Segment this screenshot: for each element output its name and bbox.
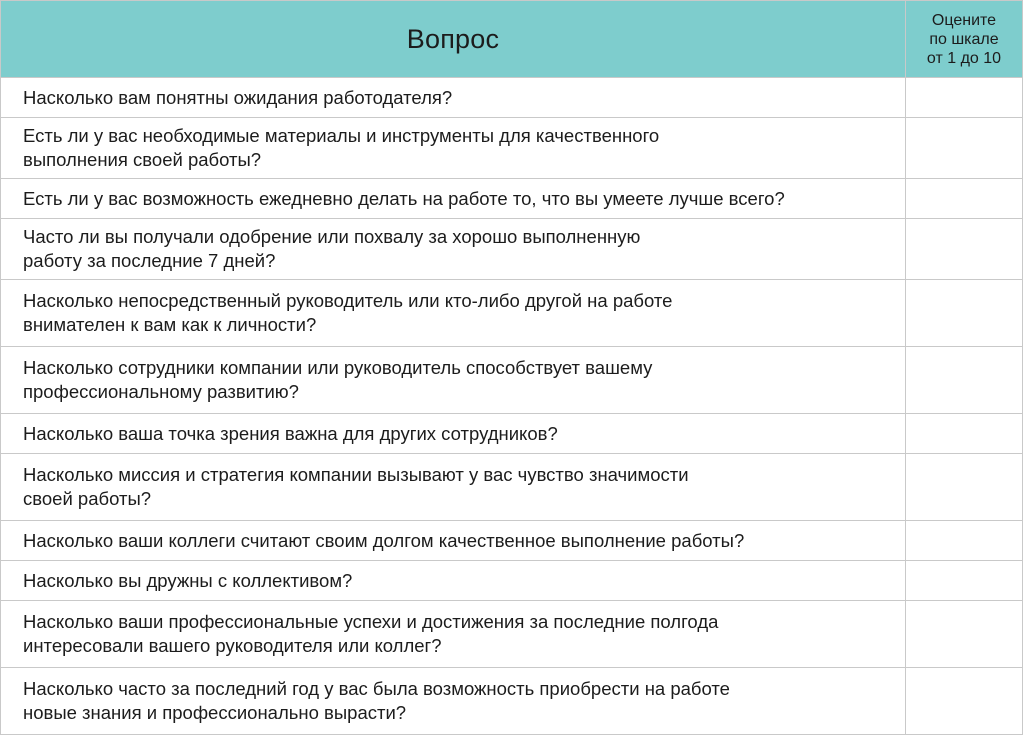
score-input-cell[interactable] bbox=[906, 454, 1023, 521]
question-text: Насколько сотрудники компании или руководитель способствует вашему bbox=[23, 357, 653, 378]
table-row bbox=[1, 179, 1023, 219]
table-row bbox=[1, 454, 1023, 521]
score-header-line: от 1 до 10 bbox=[926, 49, 1002, 67]
score-input-cell[interactable] bbox=[906, 118, 1023, 179]
score-input-cell[interactable] bbox=[906, 280, 1023, 347]
question-text: новые знания и профессионально вырасти? bbox=[23, 702, 407, 723]
table-row bbox=[1, 347, 1023, 414]
table-row bbox=[1, 521, 1023, 561]
score-header-line: Оцените bbox=[931, 11, 997, 29]
question-text: Насколько часто за последний год у вас была возможность приобрести на работе bbox=[23, 678, 730, 699]
question-cell bbox=[1, 118, 906, 179]
table-row bbox=[1, 414, 1023, 454]
table-row bbox=[1, 668, 1023, 735]
question-cell bbox=[1, 601, 906, 668]
table-row bbox=[1, 601, 1023, 668]
score-input-cell[interactable] bbox=[906, 179, 1023, 219]
question-text: своей работы? bbox=[23, 488, 152, 509]
question-text: Насколько вы дружны с коллективом? bbox=[23, 569, 353, 591]
question-text: Есть ли у вас возможность ежедневно делать на работе то, что вы умеете лучше всего? bbox=[23, 187, 785, 209]
table-row bbox=[1, 219, 1023, 280]
question-text: внимателен к вам как к личности? bbox=[23, 314, 317, 335]
question-text: Насколько ваша точка зрения важна для других сотрудников? bbox=[23, 422, 558, 444]
table-row bbox=[1, 78, 1023, 118]
question-cell bbox=[1, 280, 906, 347]
score-header-line: по шкале bbox=[929, 30, 999, 48]
question-cell bbox=[1, 78, 906, 118]
score-input-cell[interactable] bbox=[906, 521, 1023, 561]
question-cell bbox=[1, 454, 906, 521]
question-text: Насколько непосредственный руководитель или кто-либо другой на работе bbox=[23, 290, 673, 311]
question-column-header: Вопрос bbox=[1, 1, 906, 78]
question-text: работу за последние 7 дней? bbox=[23, 250, 276, 271]
table-row bbox=[1, 280, 1023, 347]
question-cell bbox=[1, 521, 906, 561]
question-cell bbox=[1, 668, 906, 735]
question-text: выполнения своей работы? bbox=[23, 149, 262, 170]
question-text: Насколько ваши профессиональные успехи и достижения за последние полгода bbox=[23, 611, 719, 632]
score-input-cell[interactable] bbox=[906, 668, 1023, 735]
question-text: Часто ли вы получали одобрение или похвалу за хорошо выполненную bbox=[23, 226, 641, 247]
question-text: Насколько вам понятны ожидания работодателя? bbox=[23, 86, 453, 108]
question-cell bbox=[1, 347, 906, 414]
question-text: Насколько миссия и стратегия компании вызывают у вас чувство значимости bbox=[23, 464, 689, 485]
table-header-row bbox=[1, 1, 1023, 78]
score-input-cell[interactable] bbox=[906, 219, 1023, 280]
question-cell bbox=[1, 219, 906, 280]
score-input-cell[interactable] bbox=[906, 347, 1023, 414]
score-input-cell[interactable] bbox=[906, 561, 1023, 601]
question-cell bbox=[1, 561, 906, 601]
score-input-cell[interactable] bbox=[906, 78, 1023, 118]
question-text: Насколько ваши коллеги считают своим долгом качественное выполнение работы? bbox=[23, 529, 745, 551]
table-row bbox=[1, 561, 1023, 601]
question-cell bbox=[1, 179, 906, 219]
question-cell bbox=[1, 414, 906, 454]
question-text: Есть ли у вас необходимые материалы и инструменты для качественного bbox=[23, 125, 660, 146]
table-row bbox=[1, 118, 1023, 179]
score-column-header bbox=[906, 1, 1023, 78]
question-text: профессиональному развитию? bbox=[23, 381, 299, 402]
question-text: интересовали вашего руководителя или коллег? bbox=[23, 635, 442, 656]
score-input-cell[interactable] bbox=[906, 414, 1023, 454]
score-input-cell[interactable] bbox=[906, 601, 1023, 668]
